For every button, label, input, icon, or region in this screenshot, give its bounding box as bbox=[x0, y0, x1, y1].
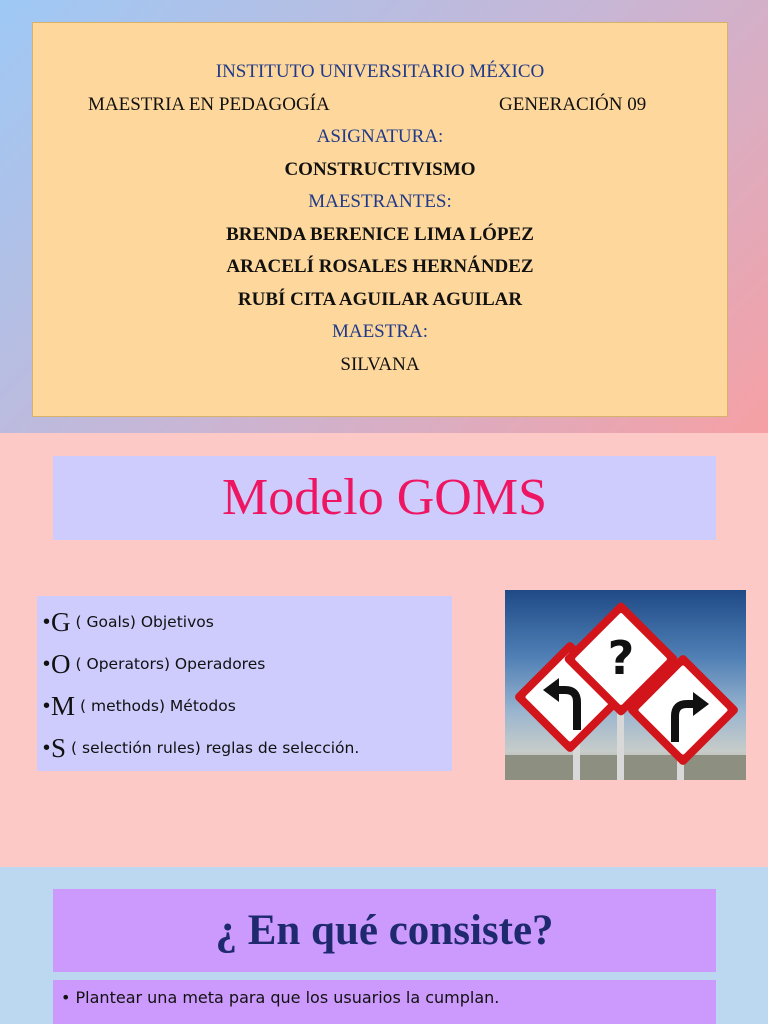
goms-description: ( selectión rules) reglas de selección. bbox=[71, 739, 360, 757]
goms-list bbox=[37, 596, 452, 771]
goms-list-item bbox=[43, 643, 452, 685]
bullet: • bbox=[43, 736, 51, 759]
bullet: • bbox=[61, 988, 71, 1007]
goms-letter: S bbox=[51, 732, 67, 763]
subject-label: ASIGNATURA: bbox=[316, 126, 444, 147]
svg-text:?: ? bbox=[607, 631, 635, 685]
program-name: MAESTRIA EN PEDAGOGÍA bbox=[88, 93, 330, 115]
goms-letter: O bbox=[51, 648, 71, 679]
student-name: BRENDA BERENICE LIMA LÓPEZ bbox=[226, 223, 534, 245]
bullet: • bbox=[43, 610, 51, 633]
bullet: • bbox=[43, 694, 51, 717]
institute-name: INSTITUTO UNIVERSITARIO MÉXICO bbox=[215, 61, 545, 82]
goms-description: ( Goals) Objetivos bbox=[75, 613, 214, 631]
generation-label: GENERACIÓN 09 bbox=[499, 93, 647, 115]
cover-slide bbox=[0, 0, 768, 433]
road-signs-image bbox=[505, 590, 746, 780]
goms-letter: G bbox=[51, 606, 71, 637]
goms-description: ( methods) Métodos bbox=[80, 697, 236, 715]
students-label: MAESTRANTES: bbox=[308, 191, 452, 212]
goms-description: ( Operators) Operadores bbox=[75, 655, 266, 673]
teacher-label: MAESTRA: bbox=[331, 321, 429, 342]
goms-list-item bbox=[43, 601, 452, 643]
goms-slide bbox=[0, 433, 768, 867]
goms-list-item bbox=[43, 727, 452, 769]
consiste-text: Plantear una meta para que los usuarios la cumplan. bbox=[75, 988, 500, 1007]
student-name: RUBÍ CITA AGUILAR AGUILAR bbox=[237, 288, 523, 310]
consiste-title: ¿ En qué consiste? bbox=[53, 889, 716, 972]
goms-title: Modelo GOMS bbox=[53, 456, 716, 540]
program-line bbox=[33, 89, 727, 122]
subject-name: CONSTRUCTIVISMO bbox=[284, 158, 476, 180]
student-name: ARACELÍ ROSALES HERNÁNDEZ bbox=[226, 256, 534, 277]
teacher-name: SILVANA bbox=[340, 353, 420, 375]
cover-info-box bbox=[32, 22, 728, 417]
goms-list-item bbox=[43, 685, 452, 727]
consiste-slide bbox=[0, 867, 768, 1024]
goms-letter: M bbox=[51, 690, 76, 721]
consiste-body bbox=[53, 980, 716, 1024]
bullet: • bbox=[43, 652, 51, 675]
